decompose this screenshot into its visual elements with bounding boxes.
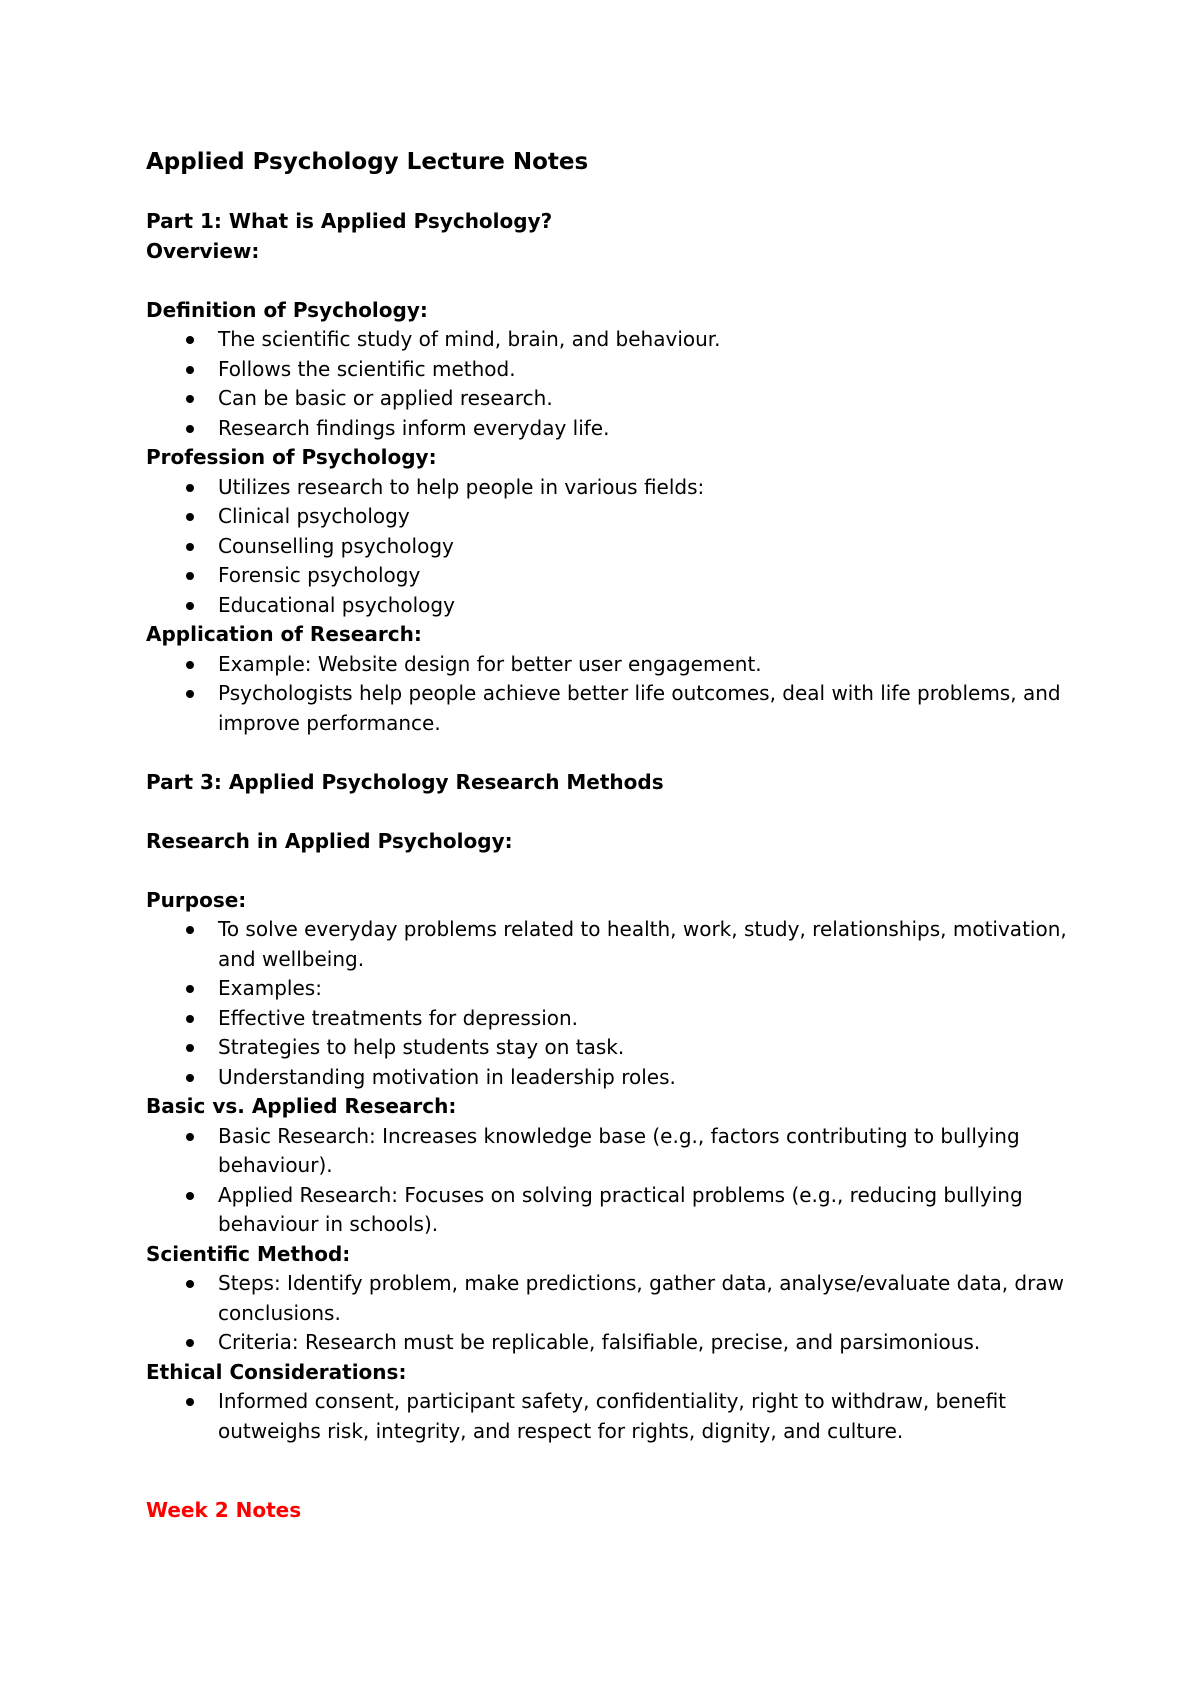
bullet-icon [186,336,194,344]
spacer [146,266,1086,296]
list-item [146,1181,1086,1240]
list-item [146,502,1086,532]
bullet-icon [186,690,194,698]
list-item-text: Utilizes research to help people in various fields: [218,474,705,499]
part3-heading: Part 3: Applied Psychology Research Methods [146,769,664,794]
list-item-text: Strategies to help students stay on task. [218,1035,625,1059]
application-heading: Application of Research: [146,622,422,646]
document-title: Applied Psychology Lecture Notes [146,149,589,175]
list-item [146,355,1086,385]
profession-list [146,473,1086,621]
scientific-method-heading: Scientific Method: [146,1241,351,1266]
list-item [146,591,1086,621]
list-item-text: Forensic psychology [218,563,421,587]
profession-heading: Profession of Psychology: [146,445,437,469]
bullet-icon [186,661,194,669]
list-item-text: Effective treatments for depression. [218,1005,579,1030]
bullet-icon [186,1192,194,1200]
document-content [146,146,1086,1525]
list-item [146,473,1086,503]
bullet-icon [186,513,194,521]
list-item [146,650,1086,680]
list-item-text: Follows the scientific method. [218,356,516,381]
list-item [146,1122,1086,1181]
bullet-icon [186,1044,194,1052]
bullet-icon [186,602,194,610]
spacer [146,1476,1086,1496]
list-item-text: Example: Website design for better user engagement. [218,651,762,676]
list-item [146,532,1086,562]
application-list [146,650,1086,739]
list-item-text: Psychologists help people achieve better life outcomes, deal with life problems, and improve performance. [218,681,1061,735]
ethical-list [146,1387,1086,1446]
spacer [146,797,1086,827]
list-item-text: Understanding motivation in leadership roles. [218,1064,676,1089]
list-item [146,915,1086,974]
purpose-heading: Purpose: [146,887,247,912]
list-item-text: Educational psychology [218,592,455,617]
bullet-icon [186,985,194,993]
spacer [146,856,1086,886]
list-item [146,679,1086,738]
list-item-text: Applied Research: Focuses on solving practical problems (e.g., reducing bullying behaviour in schools). [218,1182,1023,1236]
list-item [146,1387,1086,1446]
bullet-icon [186,366,194,374]
list-item-text: Research findings inform everyday life. [218,415,610,440]
bullet-icon [186,484,194,492]
bullet-icon [186,395,194,403]
list-item-text: Clinical psychology [218,504,410,528]
list-item [146,1063,1086,1093]
spacer [146,738,1086,768]
list-item-text: The scientific study of mind, brain, and behaviour. [218,327,721,351]
spacer [146,1446,1086,1476]
list-item-text: Informed consent, participant safety, confidentiality, right to withdraw, benefit outweighs risk, integrity, and respect for rights, dignity, and culture. [218,1389,1007,1443]
ethical-heading: Ethical Considerations: [146,1359,407,1384]
list-item [146,1033,1086,1063]
bullet-icon [186,1074,194,1082]
list-item [146,414,1086,444]
list-item-text: Examples: [218,976,322,1000]
overview-heading: Overview: [146,238,260,263]
list-item-text: Counselling psychology [218,533,454,558]
bullet-icon [186,926,194,934]
bullet-icon [186,1398,194,1406]
basic-vs-applied-heading: Basic vs. Applied Research: [146,1094,457,1118]
bullet-icon [186,572,194,580]
basic-vs-applied-list [146,1122,1086,1240]
list-item-text: Steps: Identify problem, make predictions, gather data, analyse/evaluate data, draw conclusions. [218,1271,1064,1325]
research-heading: Research in Applied Psychology: [146,828,513,853]
list-item-text: Criteria: Research must be replicable, falsifiable, precise, and parsimonious. [218,1330,981,1354]
bullet-icon [186,543,194,551]
definition-list [146,325,1086,443]
list-item-text: Basic Research: Increases knowledge base (e.g., factors contributing to bullying behaviour). [218,1123,1020,1177]
bullet-icon [186,1339,194,1347]
bullet-icon [186,425,194,433]
definition-heading: Definition of Psychology: [146,297,428,322]
bullet-icon [186,1015,194,1023]
bullet-icon [186,1133,194,1141]
list-item-text: To solve everyday problems related to health, work, study, relationships, motivation, and wellbeing. [218,917,1067,971]
list-item [146,325,1086,355]
list-item [146,561,1086,591]
list-item [146,384,1086,414]
part1-heading: Part 1: What is Applied Psychology? [146,209,553,233]
list-item [146,1269,1086,1328]
list-item [146,1004,1086,1034]
week2-heading: Week 2 Notes [146,1497,302,1522]
purpose-list [146,915,1086,1092]
list-item-text: Can be basic or applied research. [218,386,553,410]
bullet-icon [186,1280,194,1288]
list-item [146,974,1086,1004]
list-item [146,1328,1086,1358]
scientific-method-list [146,1269,1086,1358]
